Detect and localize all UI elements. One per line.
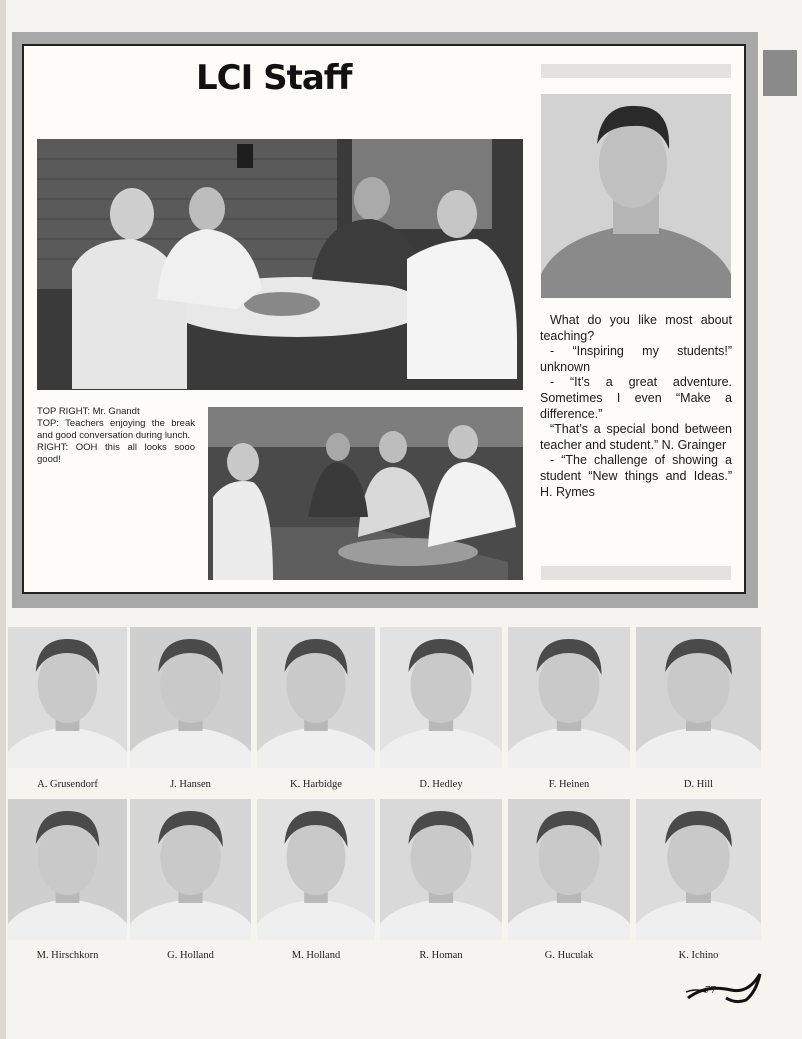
page-number: 77 (705, 984, 716, 996)
staff-portrait (380, 799, 502, 940)
staff-name: G. Holland (167, 950, 214, 961)
gnandt-portrait (541, 94, 731, 298)
staff-portrait (380, 627, 502, 768)
staff-name: K. Ichino (678, 950, 719, 961)
staff-name: K. Harbidge (290, 779, 342, 790)
staff-portrait (257, 627, 375, 768)
quote-question: What do you like most about teaching? (540, 313, 732, 343)
caption-right: RIGHT: OOH this all looks sooo good! (37, 442, 195, 465)
quote-item: “That’s a special bond between teacher and student.” N. Grainger (540, 422, 732, 452)
photo-captions (37, 406, 195, 466)
staff-portrait (8, 799, 127, 940)
teacher-quotes (540, 313, 732, 500)
bottom-bar (541, 566, 731, 580)
staff-portrait (508, 627, 630, 768)
buffet-photo (208, 407, 523, 580)
staff-portrait (130, 627, 251, 768)
quote-item: - “Inspiring my students!” unknown (540, 344, 732, 374)
staff-portrait (508, 799, 630, 940)
section-tab (763, 50, 797, 96)
staff-name: A. Grusendorf (37, 779, 98, 790)
staff-name: M. Hirschkorn (36, 950, 99, 961)
caption-top: TOP: Teachers enjoying the break and good conversation during lunch. (37, 418, 195, 441)
caption-top-right: TOP RIGHT: Mr. Gnandt (37, 406, 140, 417)
staff-name: D. Hedley (419, 779, 463, 790)
staff-portrait (257, 799, 375, 940)
staff-portrait (636, 627, 761, 768)
page-title: LCI Staff (196, 58, 352, 98)
staff-name: R. Homan (419, 950, 463, 961)
staff-portrait (636, 799, 761, 940)
quote-item: - “It’s a great adventure. Sometimes I even “Make a difference.” (540, 375, 732, 421)
staff-name: F. Heinen (548, 779, 590, 790)
staff-portrait (130, 799, 251, 940)
staff-portrait (8, 627, 127, 768)
lunch-photo (37, 139, 523, 390)
page-number-flourish (686, 970, 766, 1004)
staff-name: G. Huculak (544, 950, 594, 961)
quote-item: - “The challenge of showing a student “New things and Ideas.” H. Rymes (540, 453, 732, 499)
staff-name: D. Hill (683, 779, 714, 790)
staff-name: J. Hansen (170, 779, 211, 790)
top-bar (541, 64, 731, 78)
page-edge (0, 0, 6, 1039)
staff-name: M. Holland (291, 950, 341, 961)
